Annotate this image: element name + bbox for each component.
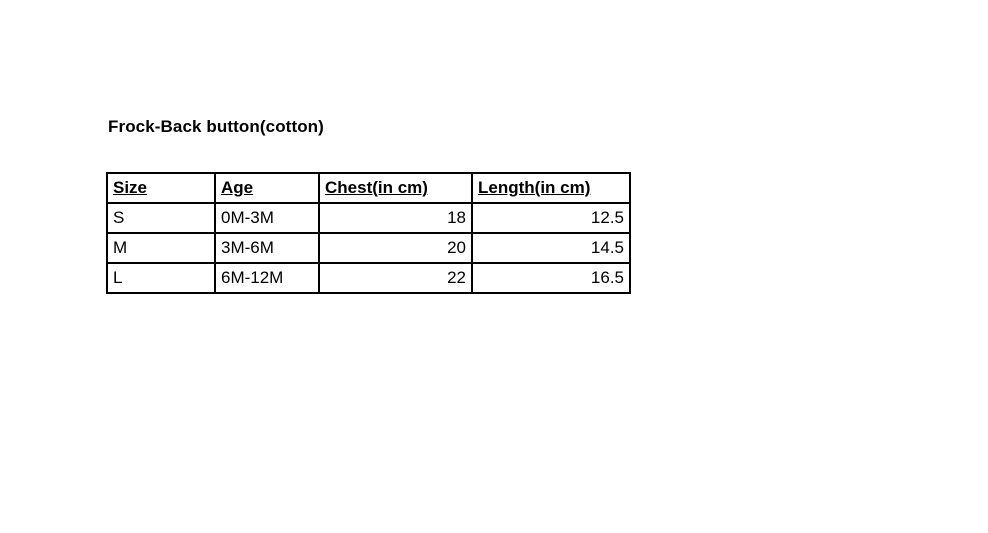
size-chart-table [106, 172, 631, 294]
cell-age: 0M-3M [215, 203, 319, 233]
cell-size: M [107, 233, 215, 263]
column-header-age-label: Age [221, 177, 254, 197]
column-header-chest [319, 173, 472, 203]
cell-length: 16.5 [472, 263, 630, 293]
cell-size: S [107, 203, 215, 233]
cell-chest: 18 [319, 203, 472, 233]
cell-length: 14.5 [472, 233, 630, 263]
column-header-chest-label: Chest(in cm) [325, 177, 428, 197]
column-header-size [107, 173, 215, 203]
table-header-row [107, 173, 630, 203]
cell-chest: 20 [319, 233, 472, 263]
column-header-length-label: Length(in cm) [478, 177, 591, 197]
cell-size: L [107, 263, 215, 293]
column-header-age [215, 173, 319, 203]
table-row [107, 263, 630, 293]
cell-age: 6M-12M [215, 263, 319, 293]
column-header-length [472, 173, 630, 203]
table-row [107, 203, 630, 233]
page-title: Frock-Back button(cotton) [108, 117, 324, 136]
cell-chest: 22 [319, 263, 472, 293]
cell-length: 12.5 [472, 203, 630, 233]
table-row [107, 233, 630, 263]
cell-age: 3M-6M [215, 233, 319, 263]
column-header-size-label: Size [113, 177, 148, 197]
